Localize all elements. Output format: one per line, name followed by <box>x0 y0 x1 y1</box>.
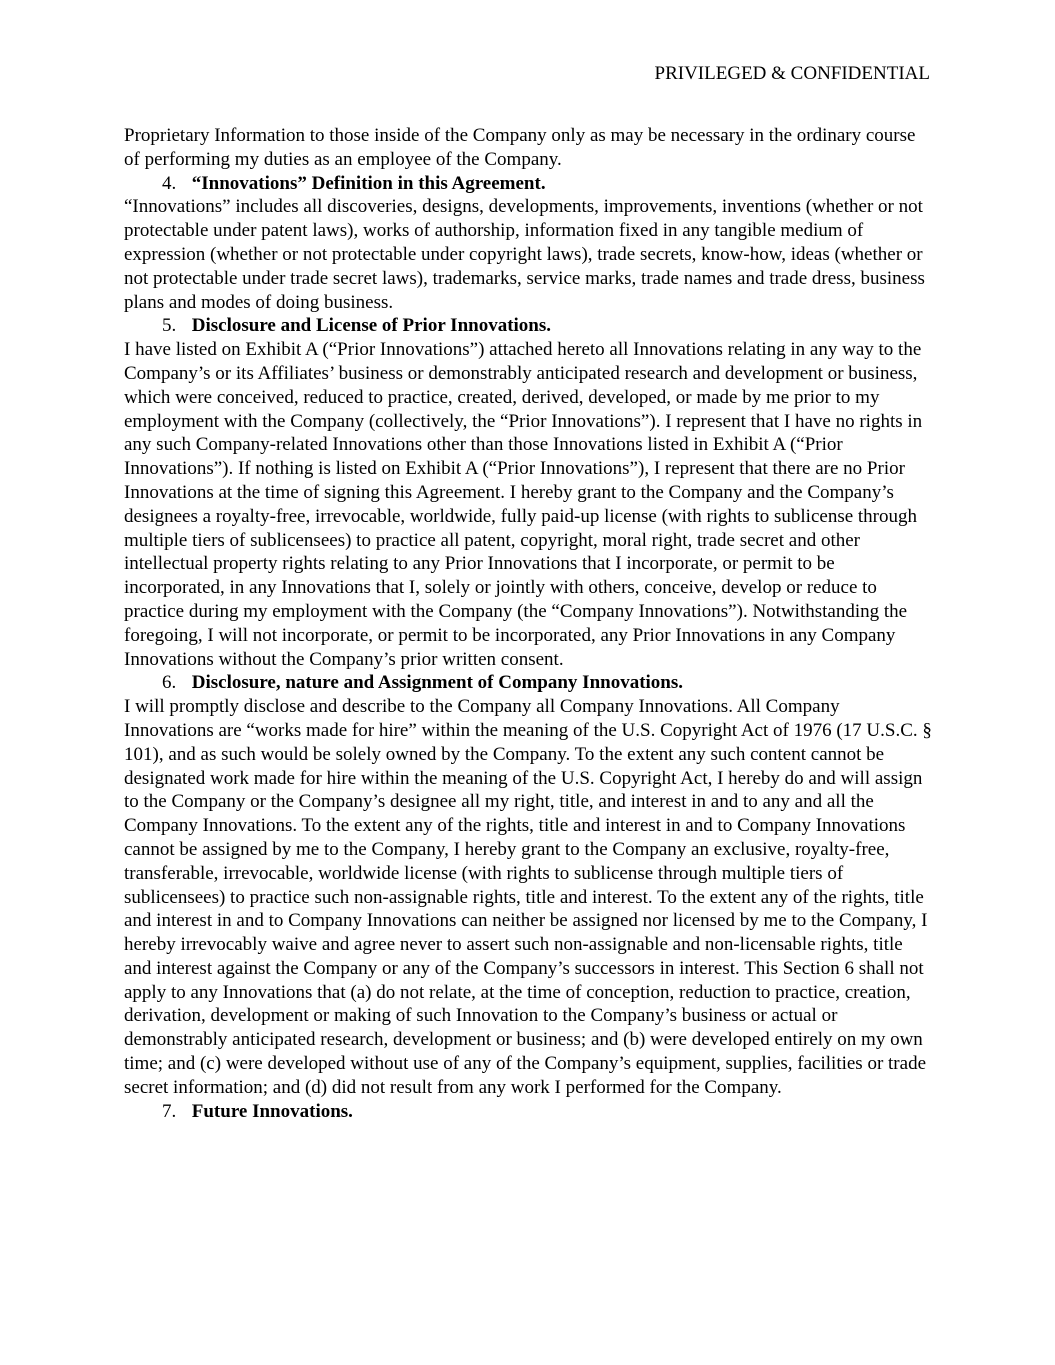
section-number: 5. <box>162 315 177 337</box>
section-title: Future Innovations. <box>191 1100 353 1122</box>
paragraph-innovations-definition: “Innovations” includes all discoveries, designs, developments, improvements, inventions (whether or not protectable under patent laws), works of authorship, information fixed in any tangible medium of expression (whether or not protectable under copyright laws), trade secrets, know-how, ideas (whether or not protectable under trade secret laws), trademarks, service marks, trade names and trade dress, business plans and modes of doing business. <box>124 196 925 313</box>
section-title: Disclosure, nature and Assignment of Company Innovations. <box>191 672 684 694</box>
section-heading-6 <box>124 671 932 695</box>
section-heading-7 <box>124 1100 932 1124</box>
section-heading-4 <box>124 172 932 196</box>
section-number: 4. <box>162 172 177 194</box>
document-body <box>124 124 932 1123</box>
paragraph-proprietary-information-continued: Proprietary Information to those inside of the Company only as may be necessary in the ordinary course of performing my duties as an employee of the Company. <box>124 125 916 170</box>
section-title: Disclosure and License of Prior Innovations. <box>191 315 552 337</box>
paragraph-company-innovations-assignment: I will promptly disclose and describe to the Company all Company Innovations. All Company Innovations are “works made for hire” within the meaning of the U.S. Copyright Act of 1976 (17 U.S.C. § 101), and as such would be solely owned by the Company. To the extent any such content cannot be designated work made for hire within the meaning of the U.S. Copyright Act, I hereby do and will assign to the Company or the Company’s designee all my right, title, and interest in and to any and all the Company Innovations. To the extent any of the rights, title and interest in and to Company Innovations cannot be assigned by me to the Company, I hereby grant to the Company an exclusive, royalty-free, transferable, irrevocable, worldwide license (with rights to sublicense through multiple tiers of sublicensees) to practice such non-assignable rights, title and interest. To the extent any of the rights, title and interest in and to Company Innovations can neither be assigned nor licensed by me to the Company, I hereby irrevocably waive and agree never to assert such non-assignable and non-licensable rights, title and interest against the Company or any of the Company’s successors in interest. This Section 6 shall not apply to any Innovations that (a) do not relate, at the time of conception, reduction to practice, creation, derivation, development or making of such Innovation to the Company’s business or actual or demonstrably anticipated research, development or business; and (b) were developed entirely on my own time; and (c) were developed without use of any of the Company’s equipment, supplies, facilities or trade secret information; and (d) did not result from any work I performed for the Company. <box>124 696 932 1098</box>
section-number: 7. <box>162 1100 177 1122</box>
section-heading-5 <box>124 314 932 338</box>
section-number: 6. <box>162 672 177 694</box>
section-title: “Innovations” Definition in this Agreement. <box>191 172 546 194</box>
confidentiality-header: PRIVILEGED & CONFIDENTIAL <box>654 63 930 84</box>
paragraph-prior-innovations: I have listed on Exhibit A (“Prior Innovations”) attached hereto all Innovations relating in any way to the Company’s or its Affiliates’ business or demonstrably anticipated research and development or business, which were conceived, reduced to practice, created, derived, developed, or made by me prior to my employment with the Company (collectively, the “Prior Innovations”). I represent that I have no rights in any such Company-related Innovations other than those Innovations listed in Exhibit A (“Prior Innovations”). If nothing is listed on Exhibit A (“Prior Innovations”), I represent that there are no Prior Innovations at the time of signing this Agreement. I hereby grant to the Company and the Company’s designees a royalty-free, irrevocable, worldwide, fully paid-up license (with rights to sublicense through multiple tiers of sublicensees) to practice all patent, copyright, moral right, trade secret and other intellectual property rights relating to any Prior Innovations that I incorporate, or permit to be incorporated, in any Innovations that I, solely or jointly with others, conceive, develop or reduce to practice during my employment with the Company (the “Company Innovations”). Notwithstanding the foregoing, I will not incorporate, or permit to be incorporated, any Prior Innovations in any Company Innovations without the Company’s prior written consent. <box>124 339 923 670</box>
